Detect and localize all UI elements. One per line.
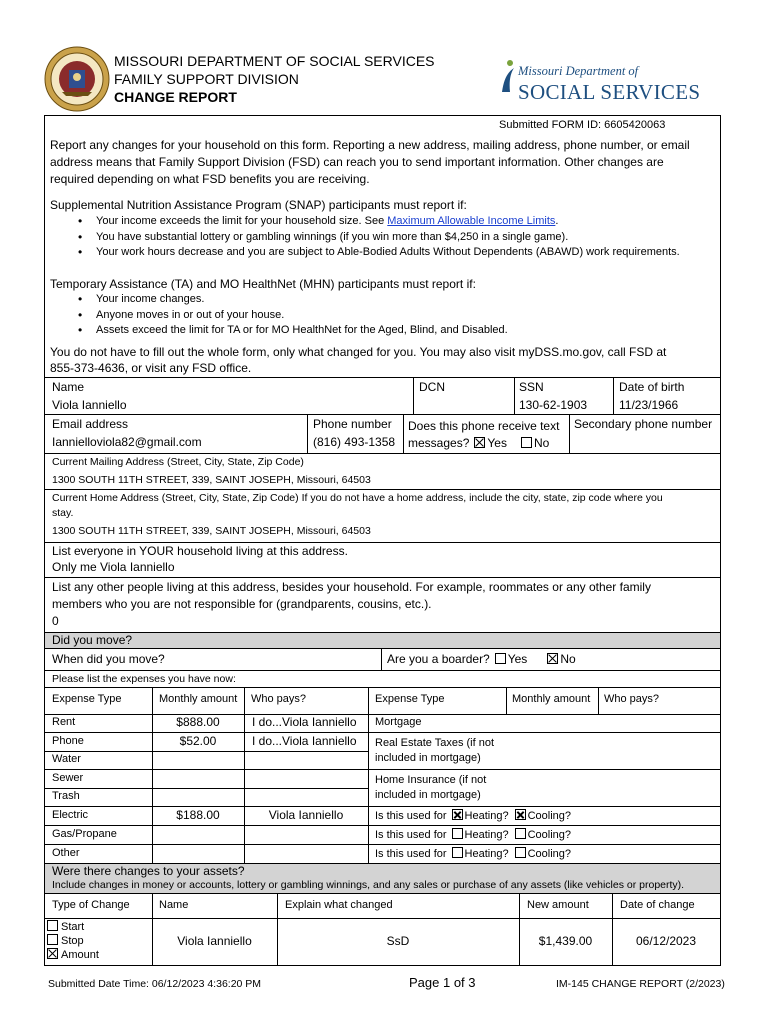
other-people-field[interactable]: 0 bbox=[52, 614, 59, 628]
expense-type-mortgage: Mortgage bbox=[375, 716, 422, 728]
intro-p2-line1: You do not have to fill out the whole form, only what changed for you. You may also visit myDSS.mo.gov, call FSD at bbox=[50, 345, 667, 359]
asset-stop-label: Stop bbox=[61, 935, 84, 947]
expenses-intro: Please list the expenses you have now: bbox=[52, 673, 236, 685]
text-question-line1: Does this phone receive text bbox=[408, 419, 560, 433]
expense-who-rent[interactable]: I do...Viola Ianniello bbox=[252, 715, 357, 729]
gas-cooling-checkbox[interactable] bbox=[515, 828, 526, 839]
boarder-no-label: No bbox=[560, 652, 576, 666]
electric-cooling-label: Cooling? bbox=[527, 810, 572, 822]
exp-col-amount-right: Monthly amount bbox=[512, 693, 591, 705]
snap-b1-end: . bbox=[555, 215, 559, 227]
header-line3: CHANGE REPORT bbox=[114, 89, 237, 105]
other-people-label-line1: List any other people living at this address, besides your household. For example, roommates or any other family bbox=[52, 580, 651, 594]
electric-cooling-checkbox[interactable] bbox=[515, 809, 526, 820]
electric-used-for-label: Is this used for bbox=[375, 810, 447, 822]
snap-bullet-3: • Your work hours decrease and you are subject to Able-Bodied Adults Without Dependents (ABAWD) work requirements. bbox=[50, 245, 720, 261]
asset-explain-field[interactable]: SsD bbox=[386, 934, 410, 948]
dob-label: Date of birth bbox=[619, 380, 685, 394]
ssn-label: SSN bbox=[519, 380, 544, 394]
text-yes-checkbox[interactable] bbox=[474, 437, 485, 448]
exp-col-amount-left: Monthly amount bbox=[159, 693, 238, 705]
other-usage-row bbox=[375, 847, 571, 860]
household-label: List everyone in YOUR household living at this address. bbox=[52, 544, 348, 558]
asset-date-field[interactable]: 06/12/2023 bbox=[635, 934, 697, 948]
exp-col-who-left: Who pays? bbox=[251, 693, 307, 705]
submitted-datetime: Submitted Date Time: 06/12/2023 4:36:20 PM bbox=[48, 978, 262, 990]
asset-amount-option bbox=[47, 948, 99, 961]
expense-type-retax-line1: Real Estate Taxes (if not bbox=[375, 737, 495, 749]
page-number: Page 1 of 3 bbox=[409, 975, 476, 990]
mailing-address-label: Current Mailing Address (Street, City, State, Zip Code) bbox=[52, 456, 304, 468]
other-cooling-checkbox[interactable] bbox=[515, 847, 526, 858]
gas-heating-label: Heating? bbox=[464, 829, 509, 841]
email-field[interactable]: Ianniellovi​ola82@gmail.com bbox=[52, 435, 202, 449]
gas-usage-row bbox=[375, 828, 571, 841]
expense-type-water: Water bbox=[52, 753, 81, 765]
name-field[interactable]: Viola Ianniello bbox=[52, 398, 127, 412]
expense-type-retax-line2: included in mortgage) bbox=[375, 752, 481, 764]
expense-type-rent: Rent bbox=[52, 716, 76, 728]
dss-logo bbox=[498, 54, 701, 104]
expense-type-electric: Electric bbox=[52, 809, 89, 821]
form-number: IM-145 CHANGE REPORT (2/2023) bbox=[556, 978, 725, 990]
assets-section-header: Were there changes to your assets? bbox=[52, 864, 245, 878]
intro-p2-line2: 855-373-4636, or visit any FSD office. bbox=[50, 361, 252, 375]
ssn-field[interactable]: 130-62-1903 bbox=[519, 398, 588, 412]
ta-bullet-1: • Your income changes. bbox=[50, 292, 720, 308]
phone-field[interactable]: (816) 493-1358 bbox=[313, 435, 396, 449]
expense-who-electric[interactable]: Viola Ianniello bbox=[268, 808, 344, 822]
asset-name-field[interactable]: Viola Ianniello bbox=[177, 934, 252, 948]
electric-heating-checkbox[interactable] bbox=[452, 809, 463, 820]
household-field[interactable]: Only me Viola Ianniello bbox=[52, 560, 175, 574]
assets-section-sub: Include changes in money or accounts, lottery or gambling winnings, and any sales or purchase of any assets (like vehicles or property). bbox=[52, 879, 685, 891]
asset-amount-checkbox[interactable] bbox=[47, 948, 58, 959]
snap-title: Supplemental Nutrition Assistance Program (SNAP) participants must report if: bbox=[50, 198, 467, 212]
form-id: Submitted FORM ID: 6605420063 bbox=[499, 119, 666, 131]
dob-field[interactable]: 11/23/1966 bbox=[619, 398, 679, 412]
assets-col-name: Name bbox=[159, 899, 189, 911]
snap-b1-text: Your income exceeds the limit for your household size. See bbox=[96, 215, 388, 227]
snap-list bbox=[50, 214, 720, 261]
gas-heating-checkbox[interactable] bbox=[452, 828, 463, 839]
assets-col-explain: Explain what changed bbox=[285, 899, 393, 911]
snap-bullet-2: • You have substantial lottery or gambling winnings (if you win more than $4,250 in a single game). bbox=[50, 230, 720, 246]
other-people-label-line2: members who you are not responsible for (grandparents, cousins, etc.). bbox=[52, 597, 432, 611]
expense-type-phone: Phone bbox=[52, 735, 84, 747]
expense-type-other: Other bbox=[52, 847, 80, 859]
ta-bullet-2: • Anyone moves in or out of your house. bbox=[50, 308, 720, 324]
other-cooling-label: Cooling? bbox=[527, 848, 572, 860]
exp-col-type-left: Expense Type bbox=[52, 693, 122, 705]
state-seal-icon bbox=[44, 46, 110, 112]
boarder-yes-label: Yes bbox=[507, 652, 528, 666]
text-no-checkbox[interactable] bbox=[521, 437, 532, 448]
intro-p1-line1: Report any changes for your household on this form. Reporting a new address, mailing address, phone number, or email bbox=[50, 138, 690, 152]
other-heating-label: Heating? bbox=[464, 848, 509, 860]
header-title bbox=[114, 52, 435, 106]
expense-amount-rent[interactable]: $888.00 bbox=[176, 715, 220, 729]
expense-type-homeins-line2: included in mortgage) bbox=[375, 789, 481, 801]
expense-type-trash: Trash bbox=[52, 790, 80, 802]
ta-bullet-3: • Assets exceed the limit for TA or for MO HealthNet for the Aged, Blind, and Disabled. bbox=[50, 323, 720, 339]
move-date-label: When did you move? bbox=[52, 652, 165, 666]
boarder-label: Are you a boarder? bbox=[387, 652, 490, 666]
header-line2: FAMILY SUPPORT DIVISION bbox=[114, 71, 299, 87]
expense-amount-electric[interactable]: $188.00 bbox=[176, 808, 220, 822]
asset-start-option bbox=[47, 920, 84, 933]
asset-stop-option bbox=[47, 934, 84, 947]
income-limits-link[interactable]: Maximum Allowable Income Limits bbox=[387, 215, 556, 227]
home-address-label-line1: Current Home Address (Street, City, State, Zip Code) If you do not have a home address, include the city, state, zip code where you bbox=[52, 492, 663, 504]
asset-amount-label: Amount bbox=[61, 949, 99, 961]
secondary-phone-label: Secondary phone number bbox=[574, 417, 713, 431]
exp-col-type-right: Expense Type bbox=[375, 693, 445, 705]
logo-line1: Missouri Department of bbox=[518, 64, 639, 78]
expense-type-homeins-line1: Home Insurance (if not bbox=[375, 774, 487, 786]
other-used-for-label: Is this used for bbox=[375, 848, 447, 860]
asset-start-label: Start bbox=[61, 921, 85, 933]
home-address-label-line2: stay. bbox=[52, 507, 74, 519]
expense-amount-phone[interactable]: $52.00 bbox=[179, 734, 217, 748]
asset-start-checkbox[interactable] bbox=[47, 920, 58, 931]
asset-new-amount-field[interactable]: $1,439.00 bbox=[538, 934, 593, 948]
logo-figure-icon bbox=[498, 58, 518, 94]
gas-used-for-label: Is this used for bbox=[375, 829, 447, 841]
name-label: Name bbox=[52, 380, 85, 394]
expense-who-phone[interactable]: I do...Viola Ianniello bbox=[252, 734, 357, 748]
assets-col-date: Date of change bbox=[620, 899, 695, 911]
email-label: Email address bbox=[52, 417, 129, 431]
boarder-yes-checkbox[interactable] bbox=[495, 653, 506, 664]
mailing-address-field[interactable]: 1300 SOUTH 11TH STREET, 339, SAINT JOSEPH, Missouri, 64503 bbox=[52, 474, 371, 486]
electric-usage-row bbox=[375, 809, 571, 822]
gas-cooling-label: Cooling? bbox=[527, 829, 572, 841]
intro-p1-line2: address means that Family Support Division (FSD) can reach you to send important information. Other changes are bbox=[50, 155, 664, 169]
ta-list bbox=[50, 292, 720, 339]
intro-p1-line3: required depending on what FSD benefits you are receiving. bbox=[50, 172, 370, 186]
snap-bullet-1 bbox=[50, 214, 720, 230]
boarder-question bbox=[387, 652, 576, 666]
dcn-label: DCN bbox=[419, 380, 445, 394]
move-section-band bbox=[45, 633, 720, 648]
boarder-no-checkbox[interactable] bbox=[547, 653, 558, 664]
header-line1: MISSOURI DEPARTMENT OF SOCIAL SERVICES bbox=[114, 53, 435, 69]
exp-col-who-right: Who pays? bbox=[604, 693, 660, 705]
assets-col-new: New amount bbox=[527, 899, 589, 911]
phone-label: Phone number bbox=[313, 417, 392, 431]
text-no-label: No bbox=[533, 436, 550, 450]
move-section-header: Did you move? bbox=[52, 633, 133, 647]
text-question-label: messages? bbox=[408, 436, 470, 450]
logo-line2: SOCIAL SERVICES bbox=[518, 80, 701, 104]
expense-type-sewer: Sewer bbox=[52, 772, 84, 784]
electric-heating-label: Heating? bbox=[464, 810, 509, 822]
ta-title: Temporary Assistance (TA) and MO HealthNet (MHN) participants must report if: bbox=[50, 277, 476, 291]
asset-stop-checkbox[interactable] bbox=[47, 934, 58, 945]
home-address-field[interactable]: 1300 SOUTH 11TH STREET, 339, SAINT JOSEPH, Missouri, 64503 bbox=[52, 525, 371, 537]
text-question-line2 bbox=[408, 436, 549, 450]
expense-type-gas: Gas/Propane bbox=[52, 828, 117, 840]
assets-col-type: Type of Change bbox=[52, 899, 130, 911]
other-heating-checkbox[interactable] bbox=[452, 847, 463, 858]
text-yes-label: Yes bbox=[487, 436, 507, 450]
